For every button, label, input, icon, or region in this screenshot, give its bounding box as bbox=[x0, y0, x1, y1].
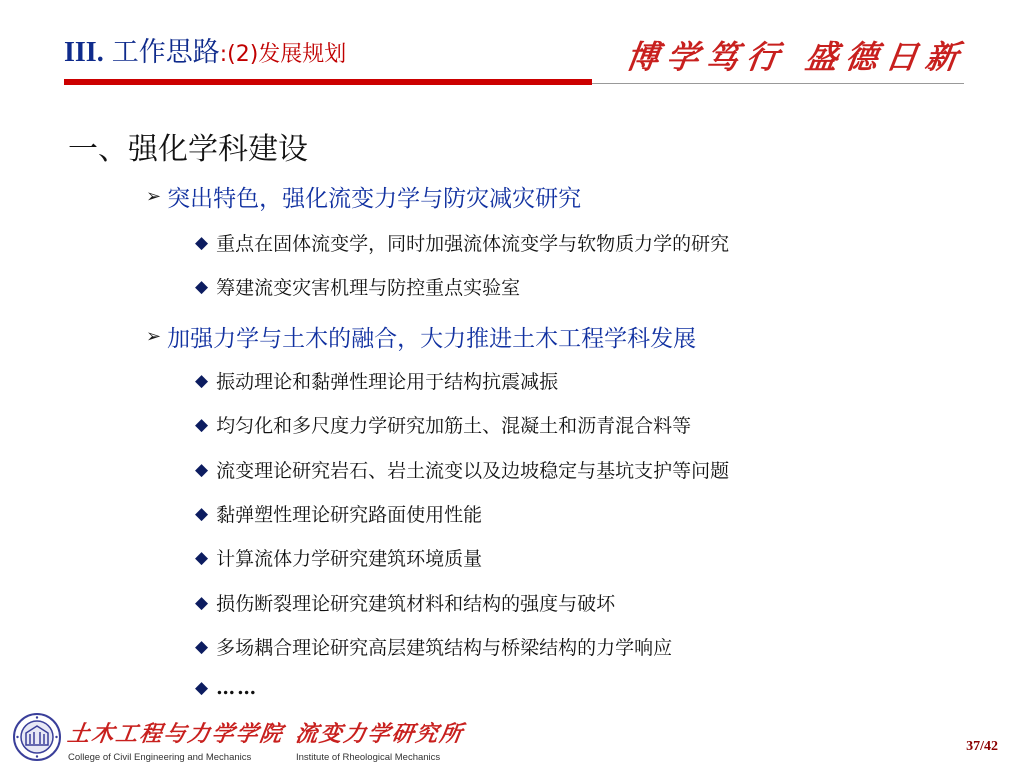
list-item-text: 振动理论和黏弹性理论用于结构抗震减振 bbox=[216, 371, 559, 393]
diamond-bullet-icon: ◆ bbox=[195, 232, 209, 253]
diamond-bullet-icon: ◆ bbox=[195, 547, 209, 568]
list-item-text: …… bbox=[216, 677, 259, 699]
list-item bbox=[195, 633, 672, 660]
sub-heading-2 bbox=[146, 320, 696, 353]
list-item bbox=[195, 229, 729, 256]
list-item-text: 计算流体力学研究建筑环境质量 bbox=[216, 548, 483, 570]
title-rule-gray bbox=[592, 83, 964, 84]
list-item bbox=[195, 456, 729, 483]
college-brand bbox=[65, 717, 286, 763]
list-item-text: 流变理论研究岩石、岩土流变以及边坡稳定与基坑支护等问题 bbox=[216, 460, 730, 482]
list-item bbox=[195, 500, 482, 527]
university-seal-icon bbox=[12, 712, 62, 762]
college-name-en: College of Civil Engineering and Mechanics bbox=[68, 752, 252, 763]
diamond-bullet-icon: ◆ bbox=[195, 636, 209, 657]
title-number: III. bbox=[64, 37, 104, 68]
list-item bbox=[195, 589, 615, 616]
list-item bbox=[195, 273, 520, 300]
list-item-ellipsis bbox=[195, 677, 258, 699]
list-item bbox=[195, 544, 482, 571]
sub-heading-text: 加强力学与土木的融合，大力推进土木工程学科发展 bbox=[167, 326, 697, 352]
slide-title bbox=[64, 30, 346, 70]
diamond-bullet-icon: ◆ bbox=[195, 678, 209, 698]
diamond-bullet-icon: ◆ bbox=[195, 370, 209, 391]
diamond-bullet-icon: ◆ bbox=[195, 503, 209, 524]
sub-heading-1 bbox=[146, 180, 581, 213]
list-item-text: 多场耦合理论研究高层建筑结构与桥梁结构的力学响应 bbox=[216, 637, 673, 659]
list-item-text: 筹建流变灾害机理与防控重点实验室 bbox=[216, 277, 521, 299]
title-rule-red bbox=[64, 79, 592, 85]
title-main: 工作思路 bbox=[111, 37, 220, 68]
diamond-bullet-icon: ◆ bbox=[195, 276, 209, 297]
section-title: 一、强化学科建设 bbox=[68, 132, 308, 167]
list-item bbox=[195, 367, 558, 394]
list-item-text: 黏弹塑性理论研究路面使用性能 bbox=[216, 504, 483, 526]
list-item bbox=[195, 411, 691, 438]
page-number: 37/42 bbox=[966, 739, 998, 754]
list-item-text: 均匀化和多尺度力学研究加筋土、混凝土和沥青混合料等 bbox=[216, 415, 692, 437]
list-item-text: 重点在固体流变学，同时加强流体流变学与软物质力学的研究 bbox=[216, 233, 730, 255]
diamond-bullet-icon: ◆ bbox=[195, 592, 209, 613]
arrow-bullet-icon: ➢ bbox=[146, 186, 162, 207]
college-name-cn: 土木工程与力学学院 bbox=[65, 721, 286, 747]
institute-name-en: Institute of Rheological Mechanics bbox=[296, 752, 441, 763]
university-motto: 博学笃行 盛德日新 bbox=[623, 38, 969, 76]
sub-heading-text: 突出特色，强化流变力学与防灾减灾研究 bbox=[167, 186, 582, 212]
list-item-text: 损伤断裂理论研究建筑材料和结构的强度与破坏 bbox=[216, 593, 616, 615]
institute-name-cn: 流变力学研究所 bbox=[293, 721, 466, 747]
title-subtitle: :(2)发展规划 bbox=[219, 42, 347, 67]
institute-brand bbox=[293, 717, 466, 763]
diamond-bullet-icon: ◆ bbox=[195, 459, 209, 480]
diamond-bullet-icon: ◆ bbox=[195, 414, 209, 435]
arrow-bullet-icon: ➢ bbox=[146, 326, 162, 347]
